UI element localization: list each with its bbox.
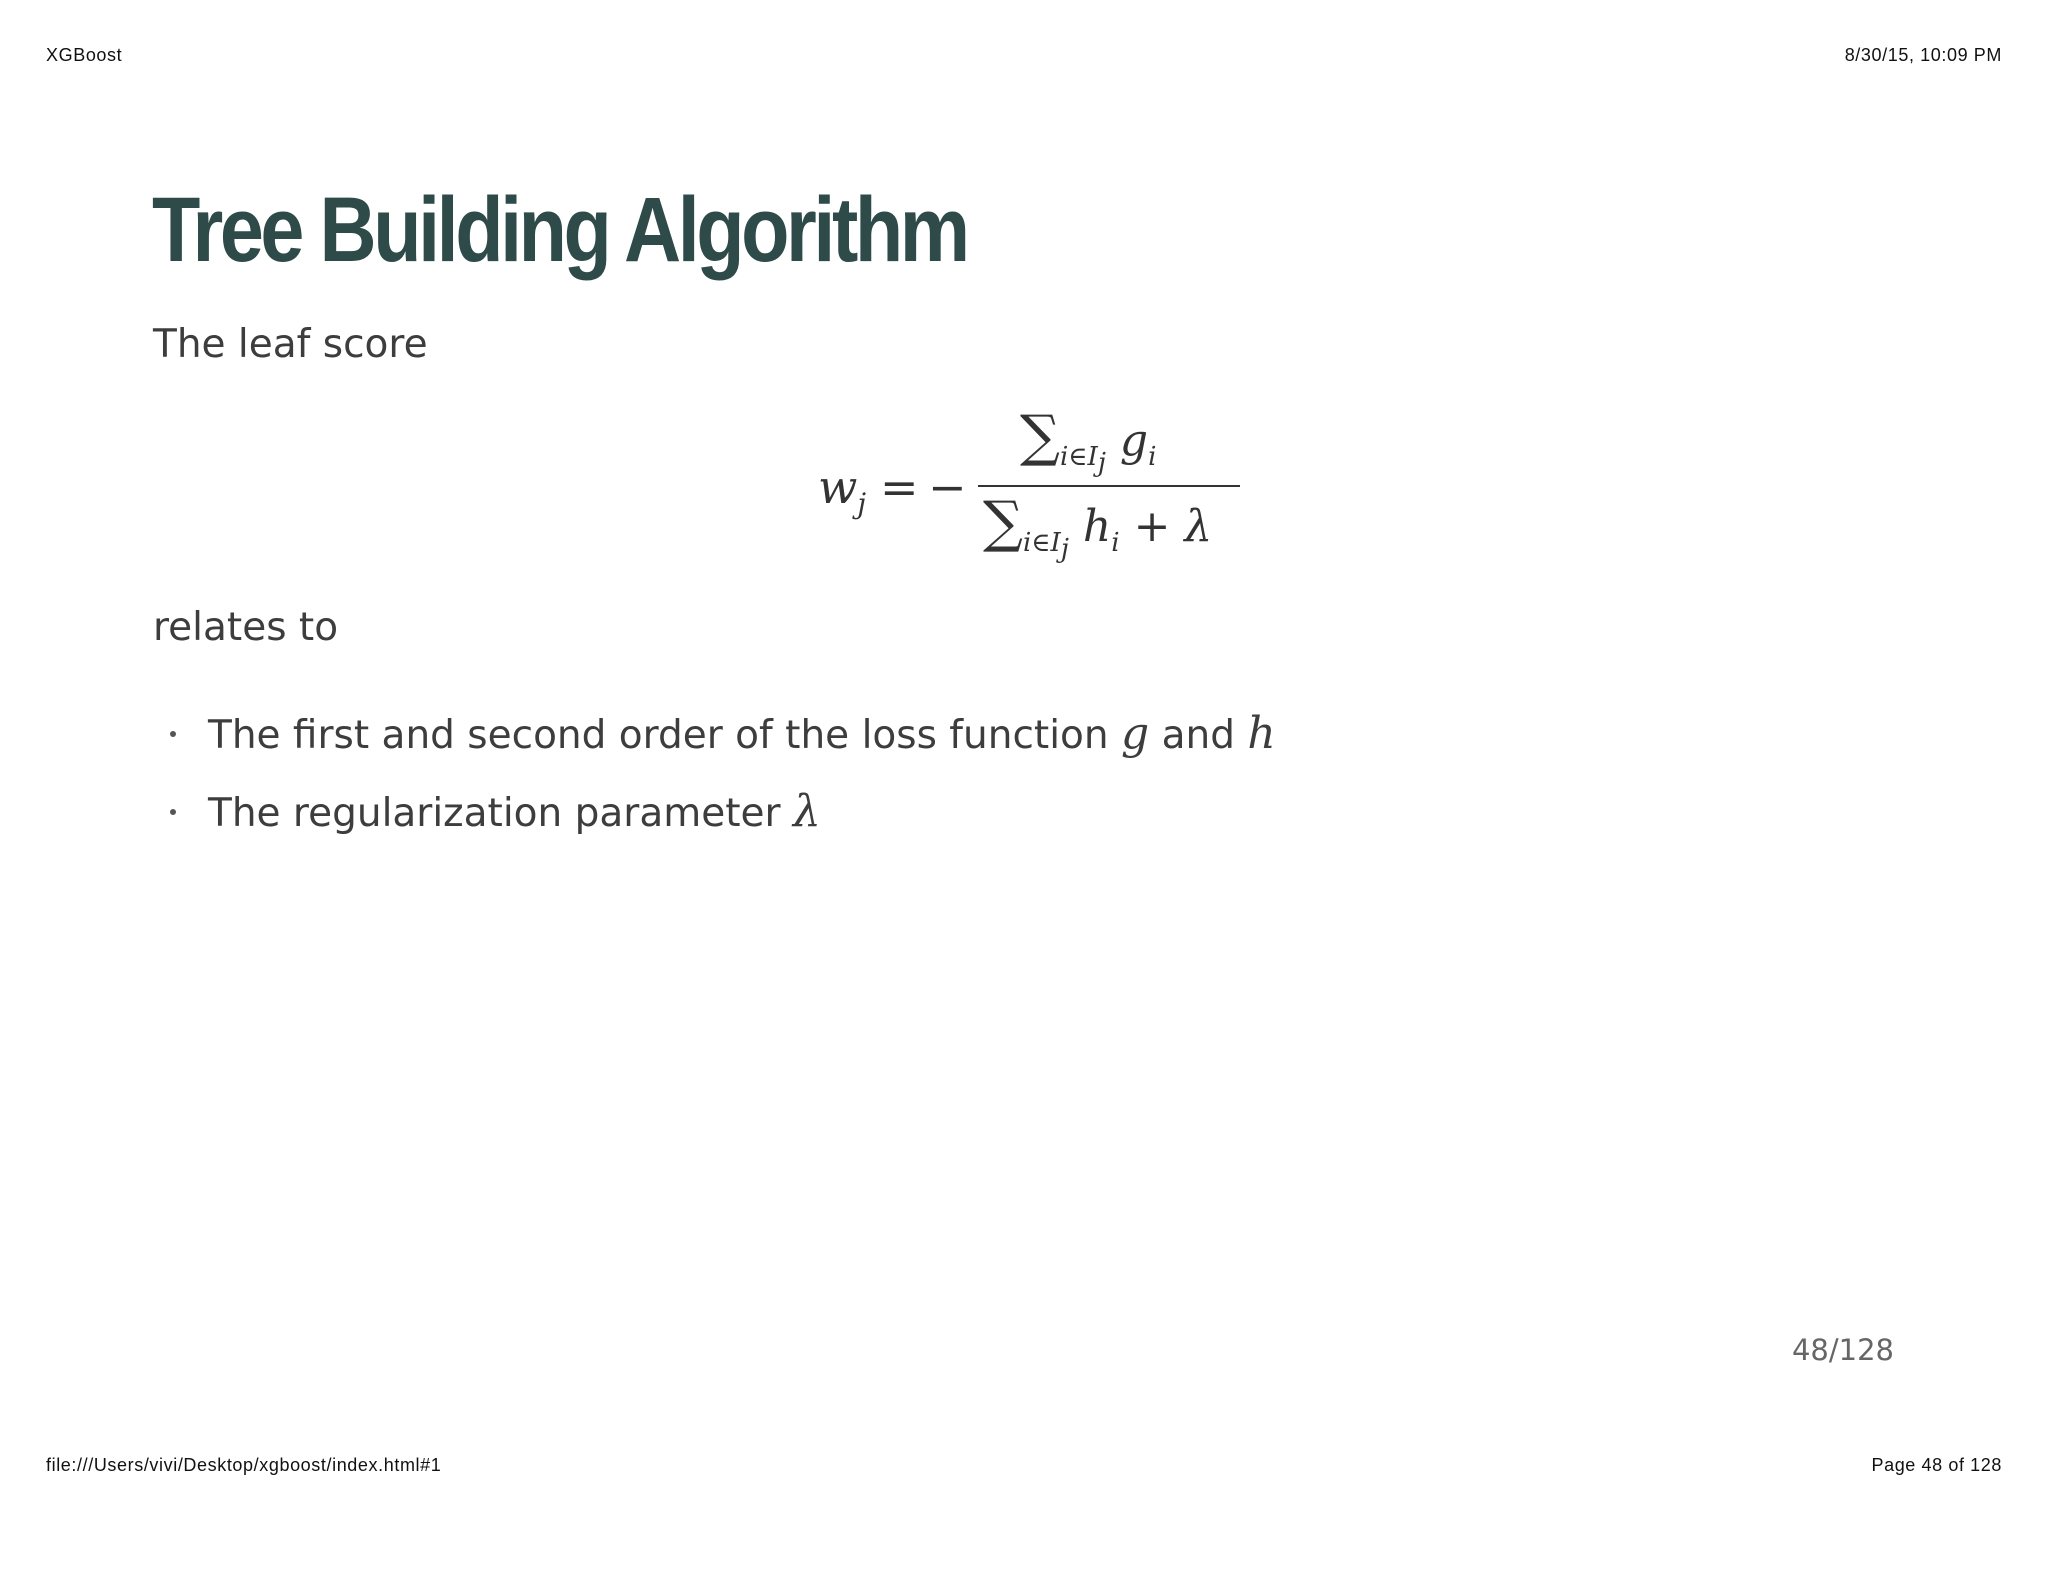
document-title: XGBoost [46, 45, 123, 65]
leaf-score-formula [818, 400, 1238, 570]
bullet-loss-derivatives: The first and second order of the loss function g and h [160, 695, 1276, 773]
formula-equals: = [880, 460, 919, 514]
formula-denominator: $\sum_{i\in I_j}$ $h_i + \lambda$ [983, 490, 1213, 564]
formula-numerator: $\sum_{i\in I_j}$ $g_i$ [1020, 404, 1157, 478]
page-url: file:///Users/vivi/Desktop/xgboost/index.html#1 [46, 1455, 442, 1475]
bullet-dot-icon [170, 731, 176, 737]
bullet-regularization: The regularization parameter λ [160, 773, 1276, 851]
formula-lhs: $w_j$ [818, 460, 867, 521]
slide-title: Tree Building Algorithm [152, 179, 967, 281]
intro-text: The leaf score [153, 322, 428, 367]
print-datetime: 8/30/15, 10:09 PM [1844, 45, 2002, 65]
formula-minus: − [928, 460, 967, 514]
bullet-list [160, 695, 1276, 851]
fraction-bar [978, 485, 1240, 487]
slide-number: 48/128 [1791, 1333, 1894, 1367]
bullet-dot-icon [170, 809, 176, 815]
page-count: Page 48 of 128 [1871, 1455, 2002, 1475]
relates-text: relates to [153, 605, 339, 650]
